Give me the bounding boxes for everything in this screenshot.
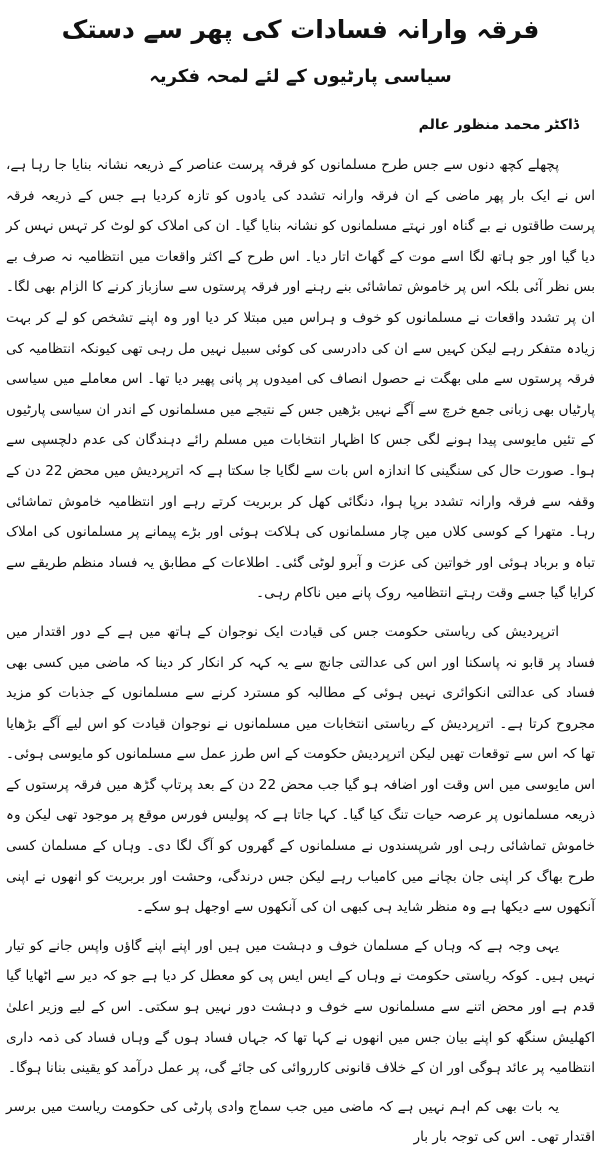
- article-paragraph-4: یہ بات بھی کم اہم نہیں ہے کہ ماضی میں جب سماج وادی پارٹی کی حکومت ریاست میں برسر اقتدار تھی۔ اس کی توجہ بار بار: [6, 1098, 595, 1146]
- article-subtitle: سیاسی پارٹیوں کے لئے لمحہ فکریہ: [149, 66, 452, 87]
- article-paragraph-2: اترپردیش کی ریاستی حکومت جس کی قیادت ایک نوجوان کے ہاتھ میں ہے کے دور اقتدار میں فساد پر قابو نہ پاسکنا اور اس کی عدالتی جانچ سے یہ کہہ کر انکار کر دینا کہ ماضی میں کسی بھی فساد کی عدالتی انکوائری نہیں ہوئی کے مطالبہ کو مسترد کرنے سے مسلمانوں کے جذبات کو مزید مجروح کرتا ہے۔ اترپردیش کے ریاستی انتخابات میں مسلمانوں نے نوجوان قیادت کو اس لیے آگے بڑھایا تھا کہ اس سے توقعات تھیں لیکن اترپردیش حکومت کے اس طرز عمل سے مسلمانوں کو مایوسی ہوئی۔ اس مایوسی میں اس وقت اور اضافہ ہو گیا جب محض 22 دن کے بعد پرتاپ گڑھ میں فرقہ پرستوں کے ذریعہ مسلمانوں پر عرصہ حیات تنگ کیا گیا۔ کہا جاتا ہے کہ پولیس فورس موقع پر موجود تھی لیکن وہ خاموش تماشائی رہی اور شرپسندوں نے مسلمانوں کے گھروں کو آگ لگا دی۔ وہاں کے مسلمان کسی طرح بھاگ کر اپنی جان بچانے میں کامیاب رہے لیکن جس درندگی، وحشت اور بربریت کو انھوں نے اپنی آنکھوں سے دیکھا ہے وہ منظر شاید ہی کبھی ان کی آنکھوں سے اوجھل ہو سکے۔: [6, 623, 595, 916]
- article-author: ڈاکٹر محمد منظور عالم: [418, 117, 579, 133]
- article-paragraph-3: یہی وجہ ہے کہ وہاں کے مسلمان خوف و دہشت میں ہیں اور اپنے اپنے گاؤں واپس جانے کو تیار نہیں ہیں۔ کوکہ ریاستی حکومت نے وہاں کے ایس ایس پی کو معطل کر دیا ہے جو کہ دیر سے اٹھایا گیا قدم ہے اور محض اتنے سے مسلمانوں سے خوف و دہشت دور نہیں ہو سکتی۔ اس کے لیے وزیر اعلیٰ اکھلیش سنگھ کو اپنے بیان جس میں انھوں نے کہا تھا کہ جہاں فساد ہوں گے وہاں فساد کی ذمہ داری انتظامیہ پر عائد ہوگی اور ان کے خلاف قانونی کارروائی کی جائے گی، پر عمل درآمد کو یقینی بنانا ہوگا۔: [6, 937, 595, 1077]
- article-paragraph-1: پچھلے کچھ دنوں سے جس طرح مسلمانوں کو فرقہ پرست عناصر کے ذریعہ نشانہ بنایا جا رہا ہے، اس نے ایک بار پھر ماضی کے ان فرقہ وارانہ تشدد کی یادوں کو تازہ کردیا ہے جس کے ذریعہ فرقہ پرست طاقتوں نے بے گناہ اور نہتے مسلمانوں کو نشانہ بنایا گیا۔ ان کی املاک کو لوٹ کر تہس نہس کر دیا گیا اور جو ہاتھ لگا اسے موت کے گھاٹ اتار دیا۔ اس طرح کے اکثر واقعات میں انتظامیہ نہ صرف بے بس نظر آئی بلکہ اس پر خاموش تماشائی بنے رہنے اور فرقہ پرستوں سے سازباز کرنے کا الزام بھی لگا۔ ان پر تشدد واقعات نے مسلمانوں کو خوف و ہراس میں مبتلا کر دیا اور وہ اپنے تشخص کو لے کر بہت زیادہ متفکر رہے لیکن کہیں سے ان کی دادرسی کی کوئی سبیل نہیں مل رہی تھی کیونکہ انتظامیہ کی فرقہ پرستوں سے ملی بھگت نے حصول انصاف کی امیدوں پر پانی پھیر دیا تھا۔ اس معاملے میں سیاسی پارٹیاں بھی زبانی جمع خرچ سے آگے نہیں بڑھیں جس کے نتیجے میں مسلمانوں کے اندر ان سیاسی پارٹیوں کے تئیں مایوسی پیدا ہونے لگی جس کا اظہار انتخابات میں مسلم رائے دہندگان کی عدم دلچسپی سے ہوا۔ صورت حال کی سنگینی کا اندازہ اس بات سے لگایا جا سکتا ہے کہ اترپردیش میں محض 22 دن کے وقفہ سے فرقہ وارانہ تشدد برپا ہوا، دنگائی کھل کر بربریت کرتے رہے اور انتظامیہ خاموش تماشائی رہا۔ متھرا کے کوسی کلاں میں چار مسلمانوں کی ہلاکت ہوئی اور بڑے پیمانے پر مسلمانوں کی املاک تباہ و برباد ہوئی اور خواتین کی عزت و آبرو لوٹی گئی۔ اطلاعات کے مطابق یہ فساد منظم طریقے سے کرایا گیا جسے وقت رہتے انتظامیہ روک پانے میں ناکام رہی۔: [6, 157, 595, 602]
- article-title: فرقہ وارانہ فسادات کی پھر سے دستک: [61, 15, 540, 44]
- article-body: [6, 150, 595, 1153]
